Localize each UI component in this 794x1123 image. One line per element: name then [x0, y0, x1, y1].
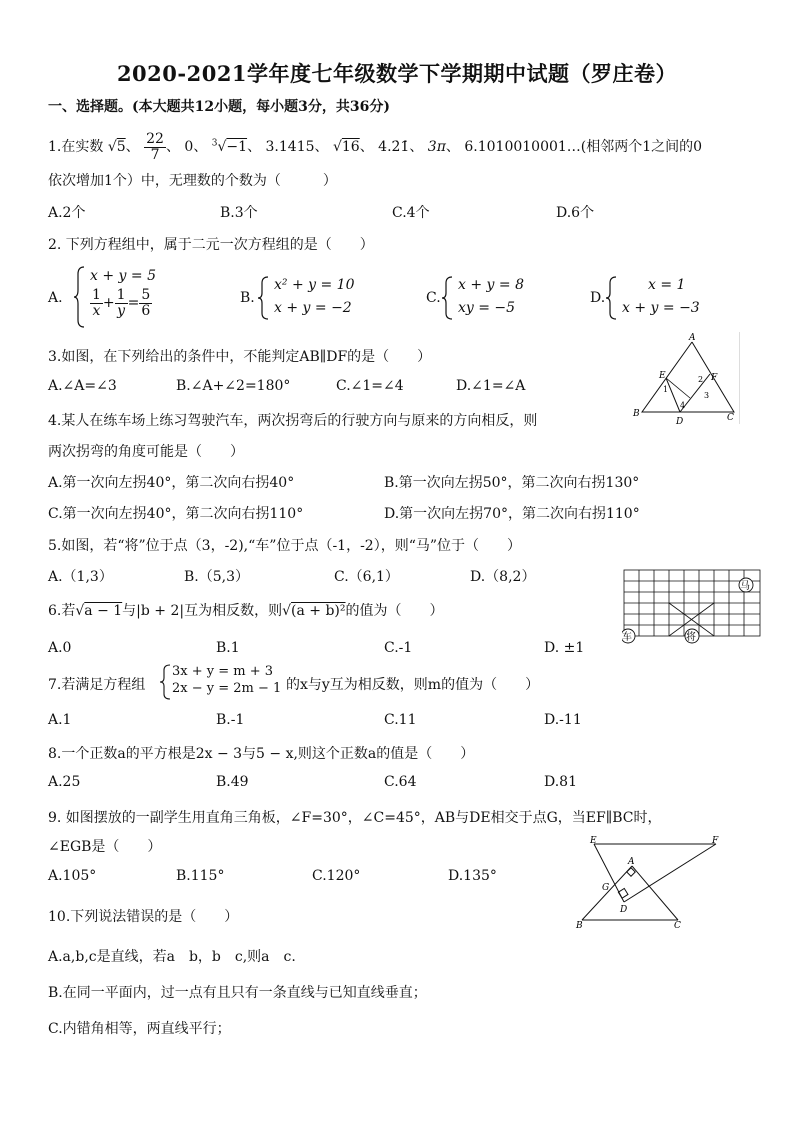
- q1-item-long: 6.1010010001…: [464, 139, 581, 156]
- q10-option-b[interactable]: B.在同一平面内，过一点有且只有一条直线与已知直线垂直；: [48, 985, 427, 1001]
- q1-stem-line2: 依次增加1个）中，无理数的个数为（ ）: [48, 173, 337, 189]
- q9-label-b: B: [576, 921, 583, 930]
- q1-item-3pi: 3π: [427, 139, 446, 156]
- q9-label-c: C: [674, 921, 681, 930]
- q6-option-d[interactable]: D. ±1: [544, 640, 585, 656]
- q3-figure: [628, 330, 740, 426]
- q4-option-d[interactable]: D.第一次向左拐70°，第二次向右拐110°: [384, 506, 640, 522]
- q5-piece-general: 将: [686, 632, 696, 643]
- q6-option-a[interactable]: A.0: [48, 640, 72, 656]
- q8-option-a[interactable]: A.25: [48, 774, 81, 790]
- q2-option-d-system[interactable]: [606, 276, 706, 322]
- q2-option-c-label[interactable]: C.: [426, 290, 441, 306]
- q7-option-a[interactable]: A.1: [48, 712, 72, 728]
- q2-a-eq2: $\frac{1}{x}$ + $\frac{1}{y}$ = $\frac{5}{6}$: [92, 287, 151, 319]
- q2-c-eq2: xy = −5: [458, 300, 516, 316]
- q1-item-repeating: 4.2̇1̇: [378, 139, 410, 156]
- q3-label-c: C: [727, 413, 734, 423]
- q9-label-e: E: [590, 836, 597, 846]
- q6-radical-1: √a − 1: [75, 603, 123, 619]
- q4-option-b[interactable]: B.第一次向左拐50°，第二次向右拐130°: [384, 475, 640, 491]
- q5-option-a[interactable]: A.（1,3）: [48, 569, 113, 585]
- q1-item-cuberoot: $^3$√−1: [211, 138, 248, 156]
- q1-item-zero: 0: [184, 139, 194, 156]
- q9-stem-line1: 9. 如图摆放的一副学生用直角三角板，∠F=30°，∠C=45°，AB与DE相交于点G，当EF∥BC时，: [48, 810, 662, 826]
- q7-option-b[interactable]: B.-1: [216, 712, 245, 728]
- q9-stem-line2: ∠EGB是（ ）: [48, 839, 162, 855]
- q4-option-c[interactable]: C.第一次向左拐40°，第二次向右拐110°: [48, 506, 304, 522]
- q8-option-b[interactable]: B.49: [216, 774, 249, 790]
- q8-stem: 8.一个正数a的平方根是2x − 3与5 − x,则这个正数a的值是（ ）: [48, 746, 475, 762]
- q2-option-b-label[interactable]: B.: [240, 290, 255, 306]
- q9-figure: [570, 834, 722, 930]
- q2-option-c-system[interactable]: [442, 276, 532, 322]
- q8-option-d[interactable]: D.81: [544, 774, 577, 790]
- brace-icon: [160, 664, 172, 700]
- q9-label-f: F: [712, 836, 719, 846]
- brace-icon: [606, 276, 618, 320]
- q5-option-d[interactable]: D.（8,2）: [470, 569, 536, 585]
- q5-chessboard-figure: [622, 568, 766, 646]
- q6-radical-2: √(a + b)²: [282, 603, 346, 619]
- q1-item-frac: $\frac{22}{7}$: [146, 131, 164, 163]
- q3-option-d[interactable]: D.∠1=∠A: [456, 378, 526, 394]
- q1-lead: 1.在实数: [48, 139, 104, 156]
- q10-stem: 10.下列说法错误的是（ ）: [48, 909, 239, 925]
- brace-icon: [258, 276, 270, 320]
- q2-stem: 2. 下列方程组中，属于二元一次方程组的是（ ）: [48, 237, 374, 253]
- page-title: 2020-2021学年度七年级数学下学期期中试题（罗庄卷）: [116, 61, 678, 86]
- q7-option-c[interactable]: C.11: [384, 712, 417, 728]
- q3-label-b: B: [633, 409, 640, 419]
- q2-option-a-label[interactable]: A.: [48, 290, 63, 306]
- q2-d-eq2: x + y = −3: [622, 300, 700, 316]
- q3-stem: 3.如图，在下列给出的条件中，不能判定AB∥DF的是（ ）: [48, 349, 432, 365]
- q9-option-a[interactable]: A.105°: [48, 868, 97, 884]
- q6-stem: 6.若√a − 1与|b + 2|互为相反数，则√(a + b)²的值为（ ）: [48, 603, 444, 619]
- q7-eq2: 2x − y = 2m − 1: [172, 681, 282, 696]
- q9-option-b[interactable]: B.115°: [176, 868, 225, 884]
- q3-option-b[interactable]: B.∠A+∠2=180°: [176, 378, 291, 394]
- q1-option-d[interactable]: D.6个: [556, 205, 595, 221]
- q2-d-eq1: x = 1: [648, 277, 686, 293]
- q7-option-d[interactable]: D.-11: [544, 712, 582, 728]
- q10-option-a[interactable]: A.a,b,c是直线，若a b，b c,则a c.: [48, 949, 296, 965]
- brace-icon: [74, 266, 86, 328]
- q2-c-eq1: x + y = 8: [458, 277, 524, 293]
- q7-eq1: 3x + y = m + 3: [172, 664, 274, 679]
- q2-b-eq1: x² + y = 10: [274, 277, 355, 293]
- q6-option-b[interactable]: B.1: [216, 640, 240, 656]
- q5-stem: 5.如图，若“将”位于点（3，-2),“车”位于点（-1，-2），则“马”位于（ ）: [48, 538, 522, 554]
- q4-option-a[interactable]: A.第一次向左拐40°，第二次向右拐40°: [48, 475, 295, 491]
- brace-icon: [442, 276, 454, 320]
- q2-option-a-system[interactable]: [74, 266, 194, 330]
- q3-label-a: A: [689, 333, 696, 343]
- q10-option-c[interactable]: C.内错角相等，两直线平行；: [48, 1021, 231, 1037]
- q3-angle-2: 2: [698, 375, 704, 384]
- q7-tail: 的x与y互为相反数，则m的值为（ ）: [286, 677, 540, 693]
- q3-angle-4: 4: [680, 401, 686, 410]
- section-heading: 一、选择题。(本大题共12小题，每小题3分，共36分): [48, 99, 390, 115]
- q5-option-c[interactable]: C.（6,1）: [334, 569, 399, 585]
- q2-a-eq1: x + y = 5: [90, 268, 156, 284]
- q5-option-b[interactable]: B.（5,3）: [184, 569, 250, 585]
- q1-option-a[interactable]: A.2个: [48, 205, 86, 221]
- q3-label-e: E: [659, 371, 666, 381]
- q5-piece-horse: 马: [740, 581, 750, 592]
- q9-option-c[interactable]: C.120°: [312, 868, 361, 884]
- q1-option-b[interactable]: B.3个: [220, 205, 258, 221]
- q1-item-sqrt16: √16: [332, 139, 360, 156]
- q5-piece-chariot: 车: [622, 632, 632, 643]
- q3-angle-3: 3: [704, 391, 710, 400]
- q1-item-sqrt5: √5: [107, 139, 126, 156]
- q9-option-d[interactable]: D.135°: [448, 868, 497, 884]
- q7-lead: 7.若满足方程组: [48, 677, 146, 693]
- q2-option-b-system[interactable]: [258, 276, 358, 322]
- q9-label-d: D: [620, 905, 628, 915]
- q3-option-a[interactable]: A.∠A=∠3: [48, 378, 117, 394]
- q8-option-c[interactable]: C.64: [384, 774, 417, 790]
- q4-stem-line1: 4.某人在练车场上练习驾驶汽车，两次拐弯后的行驶方向与原来的方向相反，则: [48, 413, 538, 429]
- q9-label-a: A: [628, 857, 635, 867]
- q3-angle-1: 1: [663, 385, 669, 394]
- q3-option-c[interactable]: C.∠1=∠4: [336, 378, 404, 394]
- q6-option-c[interactable]: C.-1: [384, 640, 413, 656]
- q9-label-g: G: [602, 883, 610, 893]
- q1-item-decimal: 3.1415: [265, 139, 315, 156]
- q1-stem-line1: 1.在实数 √5、 $\frac{22}{7}$ 、 0、 $^3$√−1、 3.1415、 √16、 4.2̇1̇、 3π、 6.1010010001…(相邻两个1之间的0: [48, 131, 703, 163]
- q2-b-eq2: x + y = −2: [274, 300, 352, 316]
- q3-label-d: D: [676, 417, 684, 426]
- q1-tail: (相邻两个1之间的0: [580, 139, 703, 156]
- q3-label-f: F: [711, 373, 718, 383]
- q2-option-d-label[interactable]: D.: [590, 290, 606, 306]
- q4-stem-line2: 两次拐弯的角度可能是（ ）: [48, 444, 244, 460]
- q1-option-c[interactable]: C.4个: [392, 205, 430, 221]
